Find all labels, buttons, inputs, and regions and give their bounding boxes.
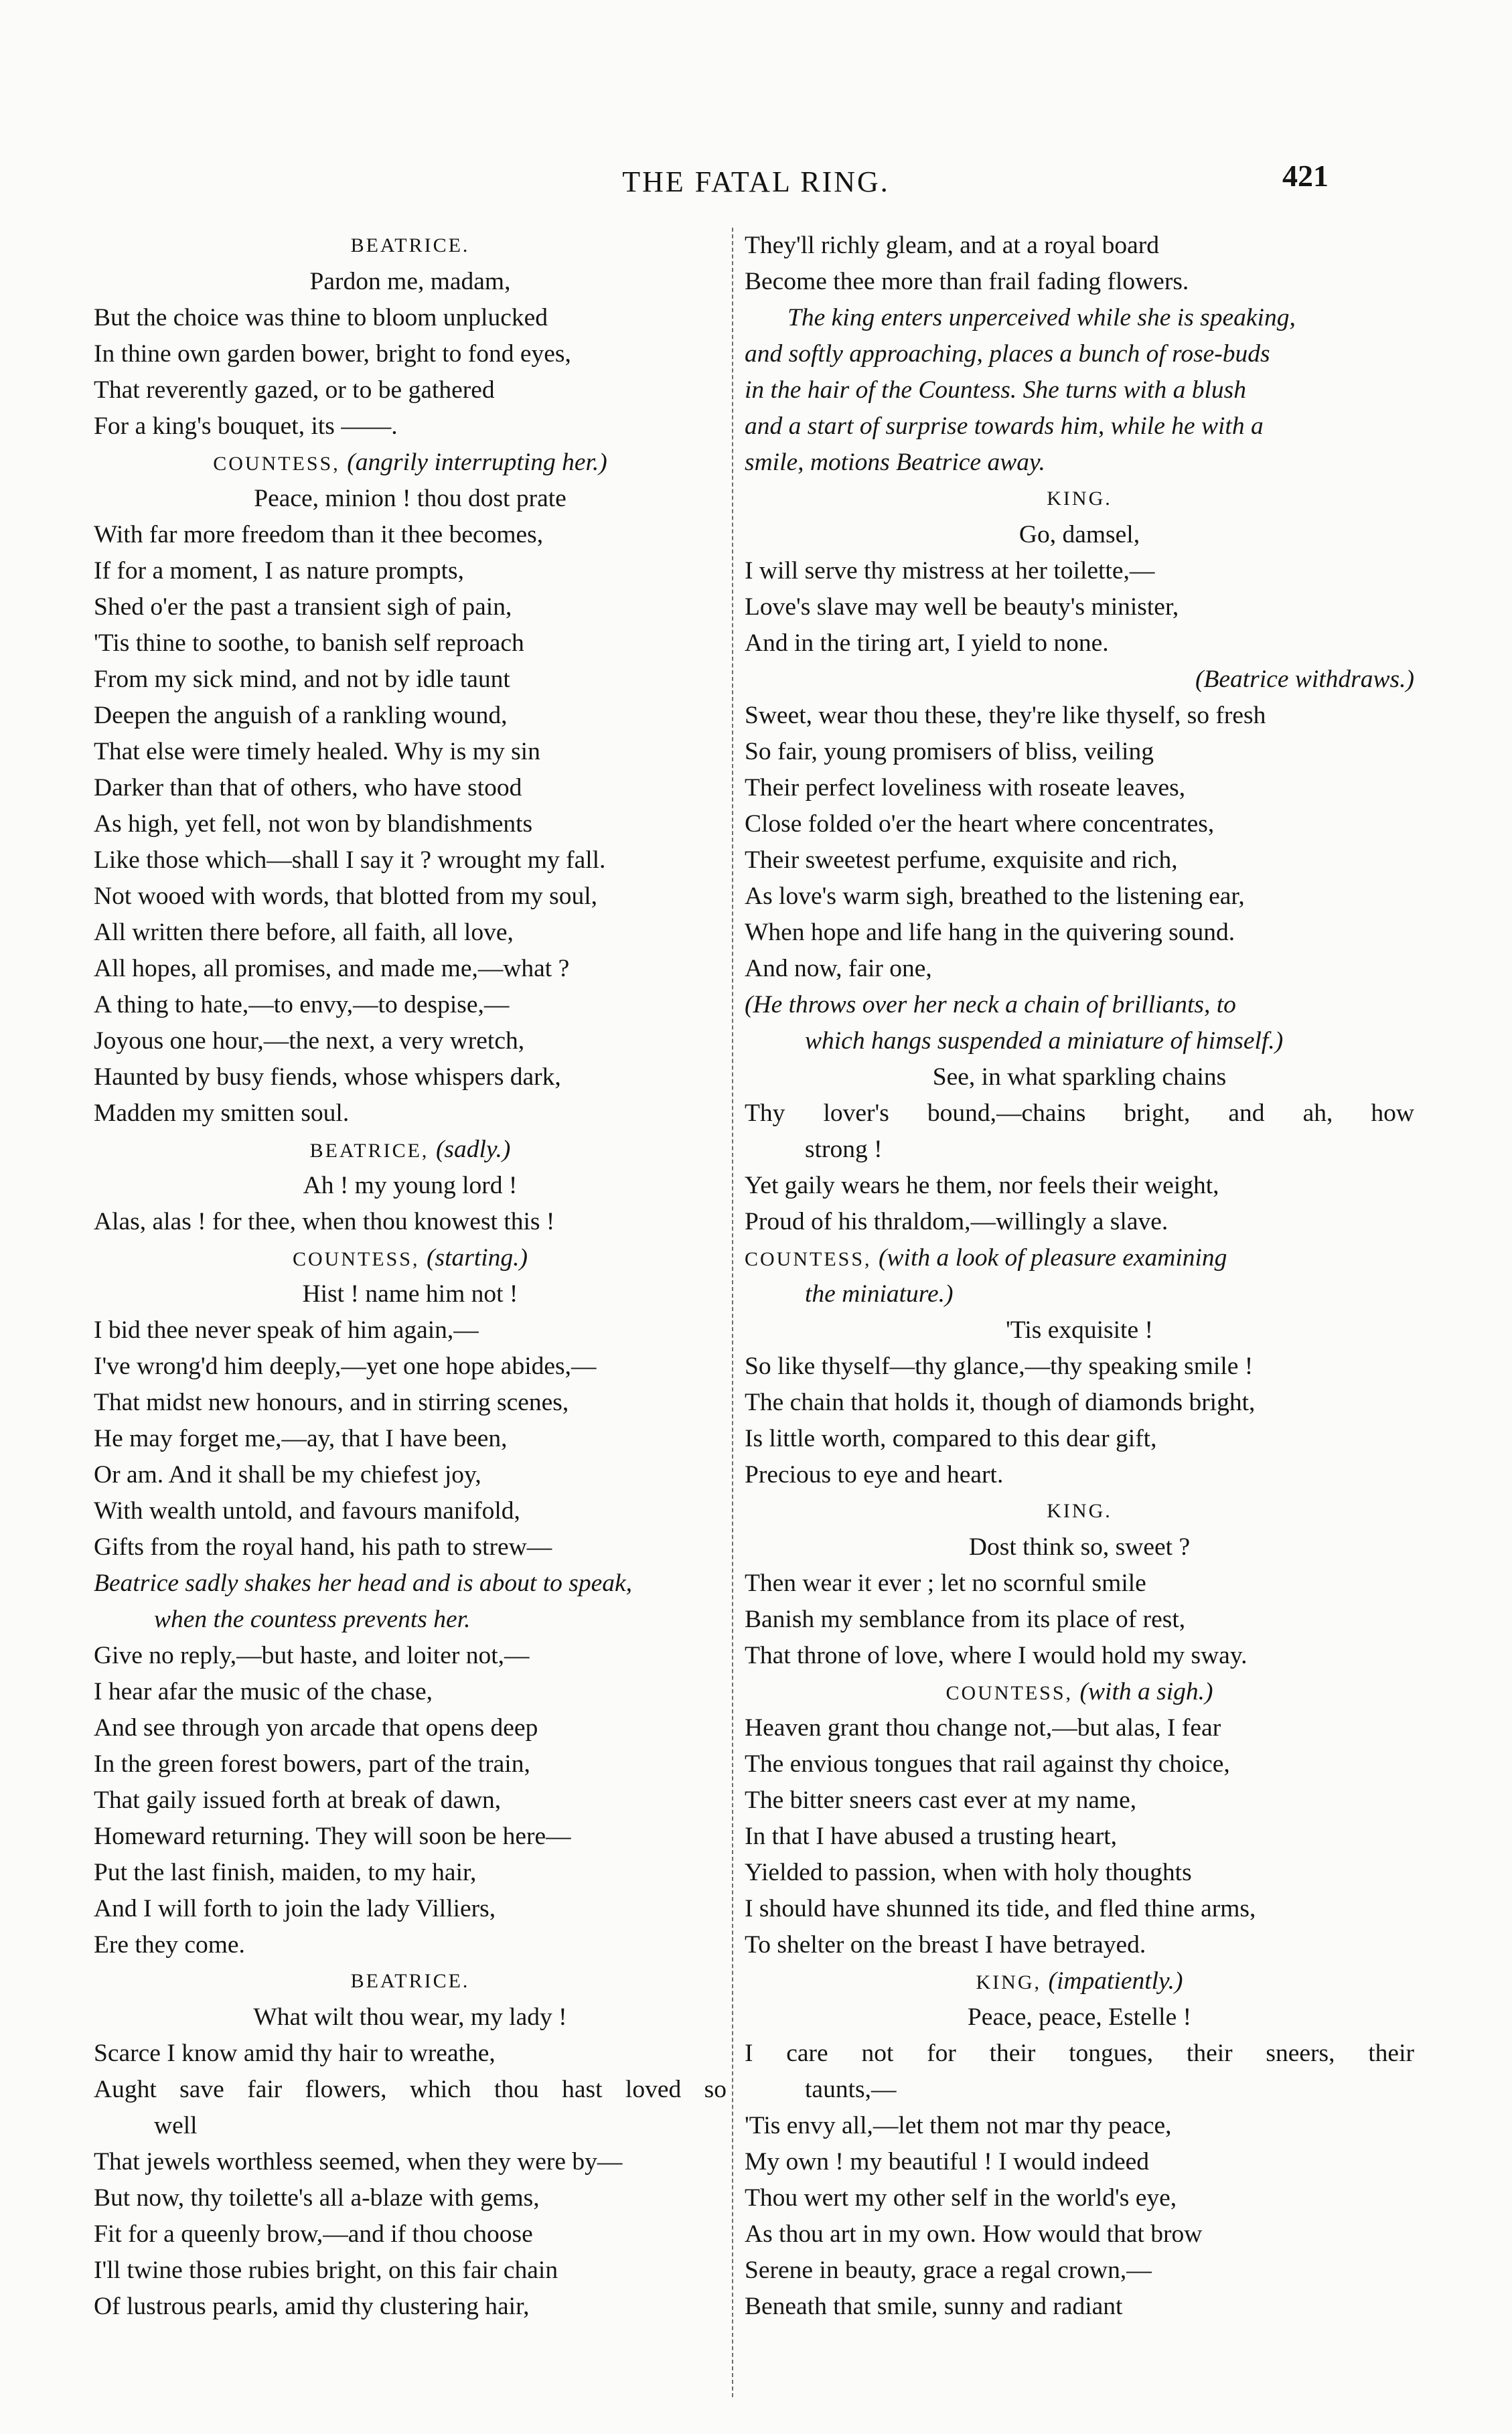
verse-line: That gaily issued forth at break of dawn, (94, 1786, 502, 1814)
stage-direction: which hangs suspended a miniature of himself.) (805, 1027, 1284, 1055)
verse-line: 'Tis exquisite ! (1006, 1316, 1153, 1344)
speaker-name: BEATRICE. (350, 1970, 470, 1992)
verse-line: That reverently gazed, or to be gathered (94, 376, 495, 404)
verse-line: Aught save fair flowers, which thou hast loved so (94, 2076, 727, 2103)
verse-line: I'll twine those rubies bright, on this fair chain (94, 2257, 558, 2284)
verse-line: Hist ! name him not ! (302, 1280, 518, 1308)
verse-line: As high, yet fell, not won by blandishments (94, 810, 533, 838)
right-column (745, 228, 1414, 2325)
speaker-heading (745, 1493, 1414, 1529)
verse-line: Then wear it ever ; let no scornful smile (745, 1570, 1146, 1597)
verse-line: A thing to hate,—to envy,—to despise,— (94, 991, 510, 1018)
speaker-name: KING, (976, 1971, 1041, 1993)
verse-line: Go, damsel, (1018, 521, 1140, 548)
verse-line: The bitter sneers cast ever at my name, (745, 1786, 1137, 1814)
verse-line: He may forget me,—ay, that I have been, (94, 1425, 508, 1452)
stage-direction: (impatiently.) (1048, 1967, 1183, 1995)
verse-line: I bid thee never speak of him again,— (94, 1316, 479, 1344)
verse-line: That jewels worthless seemed, when they were by— (94, 2148, 623, 2176)
stage-direction: (with a look of pleasure examining (879, 1244, 1227, 1272)
verse-line: 'Tis envy all,—let them not mar thy peace, (745, 2112, 1172, 2139)
verse-line: Proud of his thraldom,—willingly a slave. (745, 1208, 1168, 1235)
verse-line: And in the tiring art, I yield to none. (745, 629, 1109, 657)
verse-line: All written there before, all faith, all love, (94, 919, 514, 946)
verse-line: And now, fair one, (745, 955, 932, 982)
verse-line: Peace, peace, Estelle ! (967, 2003, 1192, 2031)
verse-line: Put the last finish, maiden, to my hair, (94, 1859, 477, 1886)
verse-line: I care not for their tongues, their sneers, their (745, 2040, 1414, 2067)
stage-direction: the miniature.) (805, 1280, 954, 1308)
verse-line: Darker than that of others, who have stood (94, 774, 522, 802)
speaker-name: BEATRICE. (350, 234, 470, 256)
verse-line: If for a moment, I as nature prompts, (94, 557, 464, 585)
left-column (94, 228, 727, 2325)
stage-direction: and softly approaching, places a bunch of rose-buds (745, 340, 1270, 368)
verse-line: I should have shunned its tide, and fled thine arms, (745, 1895, 1256, 1922)
verse-line: I will serve thy mistress at her toilette,— (745, 557, 1155, 585)
verse-line: When hope and life hang in the quivering sound. (745, 919, 1235, 946)
stage-direction: smile, motions Beatrice away. (745, 449, 1045, 476)
verse-line: See, in what sparkling chains (932, 1063, 1227, 1091)
verse-line: Their sweetest perfume, exquisite and rich, (745, 846, 1178, 874)
verse-line: Peace, minion ! thou dost prate (254, 485, 566, 512)
verse-line: From my sick mind, and not by idle taunt (94, 666, 510, 693)
verse-line: And I will forth to join the lady Villiers, (94, 1895, 496, 1922)
stage-direction: (starting.) (426, 1244, 528, 1272)
verse-line: I hear afar the music of the chase, (94, 1678, 433, 1705)
page-number: 421 (1282, 159, 1329, 193)
verse-line: Gifts from the royal hand, his path to strew— (94, 1533, 552, 1561)
verse-line: Homeward returning. They will soon be here— (94, 1823, 571, 1850)
verse-line: In the green forest bowers, part of the train, (94, 1750, 530, 1778)
verse-line: Shed o'er the past a transient sigh of pain, (94, 593, 512, 621)
verse-line: For a king's bouquet, its ——. (94, 412, 398, 440)
verse-line: I've wrong'd him deeply,—yet one hope abides,— (94, 1353, 597, 1380)
stage-direction: (sadly.) (435, 1136, 511, 1163)
verse-line: As love's warm sigh, breathed to the listening ear, (745, 883, 1245, 910)
verse-line: So fair, young promisers of bliss, veiling (745, 738, 1154, 765)
stage-direction: The king enters unperceived while she is speaking, (787, 304, 1296, 331)
verse-line: In that I have abused a trusting heart, (745, 1823, 1118, 1850)
verse-line: To shelter on the breast I have betrayed. (745, 1931, 1146, 1959)
speaker-name: KING. (1047, 1500, 1112, 1522)
speaker-heading (94, 445, 727, 481)
speaker-heading (94, 228, 727, 264)
verse-line: Scarce I know amid thy hair to wreathe, (94, 2040, 496, 2067)
verse-line: Fit for a queenly brow,—and if thou choose (94, 2220, 533, 2248)
verse-line: Ere they come. (94, 1931, 245, 1959)
verse-line: And see through yon arcade that opens deep (94, 1714, 538, 1742)
verse-line: They'll richly gleam, and at a royal board (745, 232, 1160, 259)
verse-line: Pardon me, madam, (309, 268, 511, 295)
speaker-name: COUNTESS, (213, 453, 340, 475)
verse-line: Ah ! my young lord ! (303, 1172, 518, 1199)
verse-line: That else were timely healed. Why is my sin (94, 738, 540, 765)
verse-line: Of lustrous pearls, amid thy clustering hair, (94, 2293, 530, 2320)
verse-line: Precious to eye and heart. (745, 1461, 1004, 1489)
verse-line: taunts,— (805, 2076, 897, 2103)
verse-line: As thou art in my own. How would that brow (745, 2220, 1203, 2248)
verse-line: Not wooed with words, that blotted from my soul, (94, 883, 598, 910)
running-title: THE FATAL RING. (622, 165, 890, 198)
stage-direction: (Beatrice withdraws.) (1195, 666, 1414, 693)
verse-line: Thy lover's bound,—chains bright, and ah, how (745, 1099, 1414, 1127)
verse-line: Beneath that smile, sunny and radiant (745, 2293, 1123, 2320)
speaker-heading (745, 1963, 1414, 1999)
verse-line: Their perfect loveliness with roseate leaves, (745, 774, 1186, 802)
verse-line: strong ! (805, 1136, 883, 1163)
stage-direction: (angrily interrupting her.) (347, 449, 607, 476)
verse-line: 'Tis thine to soothe, to banish self reproach (94, 629, 524, 657)
verse-line: Sweet, wear thou these, they're like thyself, so fresh (745, 702, 1266, 729)
verse-line: With far more freedom than it thee becomes, (94, 521, 544, 548)
speaker-heading (745, 1240, 1414, 1276)
verse-line: The envious tongues that rail against thy choice, (745, 1750, 1230, 1778)
speaker-heading (94, 1132, 727, 1168)
speaker-heading (94, 1240, 727, 1276)
verse-line: That throne of love, where I would hold my sway. (745, 1642, 1248, 1669)
stage-direction: in the hair of the Countess. She turns with a blush (745, 376, 1246, 404)
verse-line: So like thyself—thy glance,—thy speaking smile ! (745, 1353, 1254, 1380)
verse-line: Banish my semblance from its place of rest, (745, 1606, 1186, 1633)
speaker-heading (94, 1963, 727, 1999)
verse-line: My own ! my beautiful ! I would indeed (745, 2148, 1150, 2176)
speaker-name: COUNTESS, (292, 1248, 420, 1270)
stage-direction: (with a sigh.) (1079, 1678, 1213, 1705)
speaker-heading (745, 481, 1414, 517)
verse-line: But the choice was thine to bloom unplucked (94, 304, 548, 331)
speaker-name: COUNTESS, (946, 1682, 1073, 1704)
verse-line: Thou wert my other self in the world's eye, (745, 2184, 1177, 2212)
verse-line: All hopes, all promises, and made me,—what ? (94, 955, 570, 982)
verse-line: Haunted by busy fiends, whose whispers dark, (94, 1063, 561, 1091)
verse-line: In thine own garden bower, bright to fond eyes, (94, 340, 571, 368)
speaker-heading (745, 1674, 1414, 1710)
verse-line: Dost think so, sweet ? (968, 1533, 1191, 1561)
verse-line: Close folded o'er the heart where concentrates, (745, 810, 1215, 838)
speaker-name: KING. (1047, 487, 1112, 510)
column-divider (732, 228, 733, 2397)
verse-line: Love's slave may well be beauty's minister, (745, 593, 1179, 621)
verse-line: Alas, alas ! for thee, when thou knowest this ! (94, 1208, 555, 1235)
verse-line: That midst new honours, and in stirring scenes, (94, 1389, 569, 1416)
verse-line: well (154, 2112, 198, 2139)
verse-line: Deepen the anguish of a rankling wound, (94, 702, 508, 729)
verse-line: With wealth untold, and favours manifold, (94, 1497, 520, 1525)
verse-line: Heaven grant thou change not,—but alas, I fear (745, 1714, 1221, 1742)
verse-line: Serene in beauty, grace a regal crown,— (745, 2257, 1152, 2284)
speaker-name: BEATRICE, (309, 1140, 429, 1162)
verse-line: Joyous one hour,—the next, a very wretch, (94, 1027, 525, 1055)
verse-line: Yet gaily wears he them, nor feels their weight, (745, 1172, 1219, 1199)
verse-line: The chain that holds it, though of diamonds bright, (745, 1389, 1256, 1416)
speaker-name: COUNTESS, (745, 1248, 872, 1270)
stage-direction: when the countess prevents her. (154, 1606, 471, 1633)
stage-direction: Beatrice sadly shakes her head and is about to speak, (94, 1570, 633, 1597)
verse-line: Like those which—shall I say it ? wrought my fall. (94, 846, 606, 874)
verse-line: Or am. And it shall be my chiefest joy, (94, 1461, 481, 1489)
verse-line: Give no reply,—but haste, and loiter not,— (94, 1642, 530, 1669)
verse-line: Yielded to passion, when with holy thoughts (745, 1859, 1192, 1886)
stage-direction: (He throws over her neck a chain of brilliants, to (745, 991, 1236, 1018)
verse-line: Is little worth, compared to this dear gift, (745, 1425, 1157, 1452)
verse-line: Madden my smitten soul. (94, 1099, 350, 1127)
verse-line: Become thee more than frail fading flowers. (745, 268, 1189, 295)
stage-direction: and a start of surprise towards him, while he with a (745, 412, 1264, 440)
verse-line: But now, thy toilette's all a-blaze with gems, (94, 2184, 540, 2212)
verse-line: What wilt thou wear, my lady ! (253, 2003, 567, 2031)
